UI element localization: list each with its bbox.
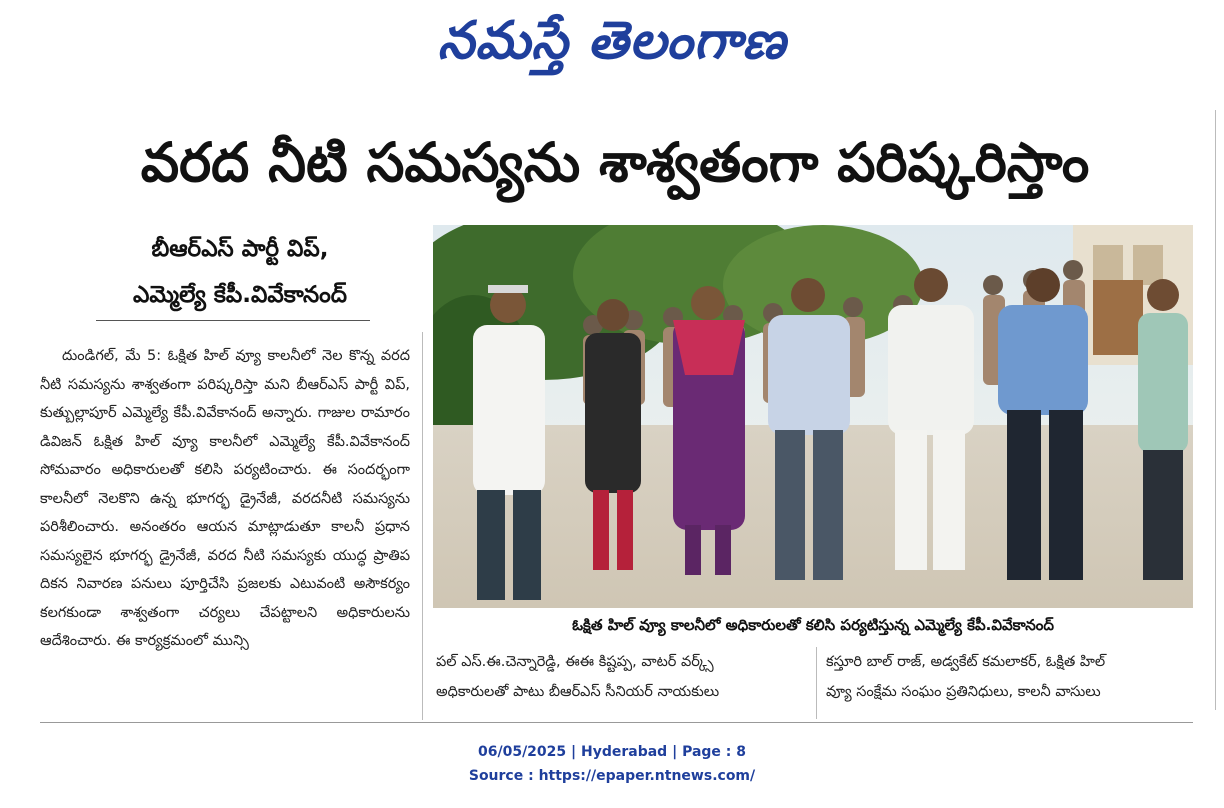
subhead-line-2: ఎమ్మెల్యే కేపీ.వివేకానంద్ (132, 282, 347, 308)
footer-date-page: 06/05/2025 | Hyderabad | Page : 8 (477, 744, 747, 760)
article-column-3-line-1: కస్తూరి బాల్ రాజ్, అడ్వకేట్ కమలాకర్, ఓక్షిత హిల్ (826, 654, 1106, 670)
column-divider (422, 332, 423, 720)
article-column-3 (826, 647, 1196, 717)
bottom-divider (40, 722, 1193, 723)
article-column-2-line-1: పల్ ఎస్.ఈ.చెన్నారెడ్డి, ఈఈ కిష్టప్ప, వాటర్ వర్క్స్ (436, 654, 714, 670)
column-divider-2 (816, 647, 817, 719)
footer-source[interactable]: Source : https://epaper.ntnews.com/ (468, 768, 756, 784)
photo-caption: ఓక్షిత హిల్ వ్యూ కాలనీలో అధికారులతో కలిసి పర్యటిస్తున్న ఎమ్మెల్యే కేపీ.వివేకానంద్ (572, 616, 1054, 634)
article-column-2 (436, 647, 806, 717)
subhead-divider (96, 320, 370, 321)
article-column-3-line-2: వ్యూ సంక్షేమ సంఘం ప్రతినిధులు, కాలనీ వాసులు (826, 684, 1101, 700)
subhead-line-1: బీఆర్‌ఎస్ పార్టీ విప్, (151, 236, 329, 262)
article-column-2-line-2: అధికారులతో పాటు బీఆర్‌ఎస్ సీనియర్ నాయకులు (436, 684, 720, 700)
photo-illustration (433, 225, 1193, 608)
article-column-1 (40, 342, 410, 720)
masthead (0, 0, 1224, 84)
headline: వరద నీటి సమస్యను శాశ్వతంగా పరిష్కరిస్తాం (140, 131, 1090, 194)
article-column-1-text: దుండిగల్, మే 5: ఓక్షిత హిల్ వ్యూ కాలనీలో నెల కొన్న వరద నీటి సమస్యను శాశ్వతంగా పరిష్కరిస్తా మని బీఆర్‌ఎస్ పార్టీ విప్, కుత్బుల్లాపూర్ ఎమ్మెల్యే కేపీ.వివేకానంద్ అన్నారు. గాజుల రామారం డివిజన్ ఓక్షిత హిల్ వ్యూ కాలనీలో ఎమ్మెల్యే కేపీ.వివేకానంద్ సోమవారం అధికారులతో కలిసి పర్యటించారు. ఈ సందర్భంగా కాలనీలో నెలకొని ఉన్న భూగర్భ డ్రైనేజీ, వరదనీటి సమస్యను పరిశీలించారు. అనంతరం ఆయన మాట్లాడుతూ కాలనీ ప్రధాన సమస్యలైన భూగర్భ డ్రైనేజీ, వరద నీటి సమస్యకు యుద్ధ ప్రాతిప దికన నివారణ పనులు పూర్తిచేసి ప్రజలకు ఎటువంటి అసౌకర్యం కలగకుండా శాశ్వతంగా చర్యలు చేపట్టాలని అధికారులను ఆదేశించారు. ఈ కార్యక్రమంలో మున్సి (40, 348, 410, 649)
adjacent-page-edge (1215, 110, 1224, 710)
footer (0, 740, 1224, 800)
news-photo (433, 225, 1193, 608)
subhead (70, 226, 410, 326)
masthead-title: నమస్తే తెలంగాణ (437, 11, 787, 71)
